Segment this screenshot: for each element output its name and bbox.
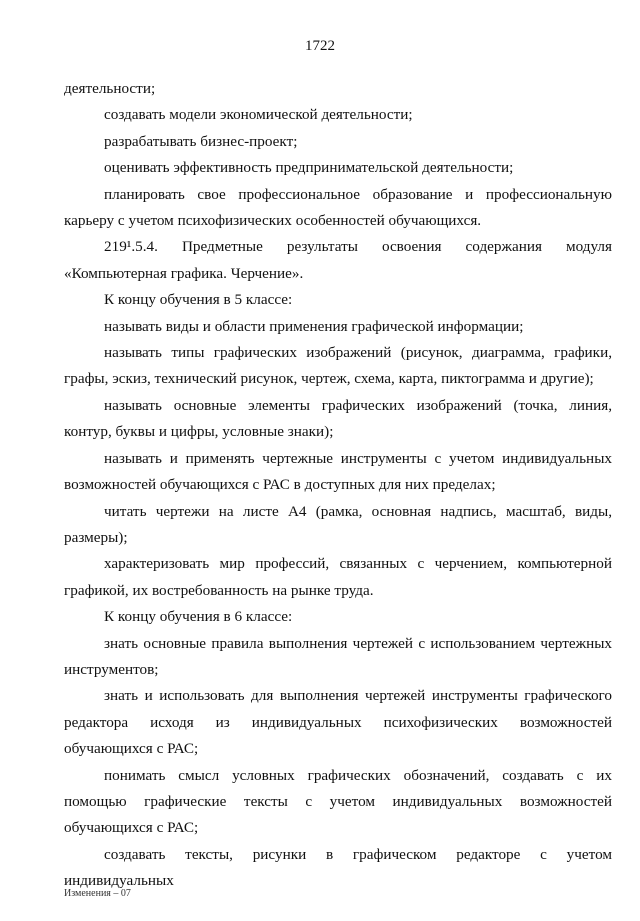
paragraph-17: понимать смысл условных графических обозначений, создавать с их помощью графические тексты с учетом индивидуальных возможностей обучающихся с РАС;	[64, 766, 612, 837]
paragraph-11: называть и применять чертежные инструменты с учетом индивидуальных возможностей обучающихся с РАС в доступных для них пределах;	[64, 449, 612, 494]
paragraph-14: К концу обучения в 6 классе:	[104, 608, 293, 626]
paragraph-5: планировать свое профессиональное образование и профессиональную карьеру с учетом психофизических особенностей обучающихся.	[64, 185, 612, 230]
paragraph-2: создавать модели экономической деятельности;	[104, 106, 413, 124]
paragraph-7: К концу обучения в 5 классе:	[104, 291, 293, 309]
paragraph-3: разрабатывать бизнес-проект;	[104, 132, 298, 150]
paragraph-10: называть основные элементы графических изображений (точка, линия, контур, буквы и цифры, условные знаки);	[64, 396, 612, 441]
paragraph-18: создавать тексты, рисунки в графическом редакторе с учетом индивидуальных	[64, 845, 612, 890]
paragraph-9: называть типы графических изображений (рисунок, диаграмма, графики, графы, эскиз, технический рисунок, чертеж, схема, карта, пиктограмма и другие);	[64, 344, 612, 388]
paragraph-16: знать и использовать для выполнения чертежей инструменты графического редактора исходя из индивидуальных психофизических возможностей обучающихся с РАС;	[64, 687, 612, 758]
paragraph-6: 219¹.5.4. Предметные результаты освоения содержания модуля «Компьютерная графика. Черчение».	[64, 238, 612, 282]
paragraph-13: характеризовать мир профессий, связанных с черчением, компьютерной графикой, их востребованность на рынке труда.	[64, 555, 612, 599]
page-number: 1722	[305, 38, 335, 54]
paragraph-8: называть виды и области применения графической информации;	[104, 317, 524, 335]
document-body	[64, 76, 612, 895]
footer-note: Изменения – 07	[64, 888, 131, 899]
paragraph-4: оценивать эффективность предпринимательской деятельности;	[104, 159, 514, 177]
paragraph-12: читать чертежи на листе А4 (рамка, основная надпись, масштаб, виды, размеры);	[64, 502, 612, 546]
paragraph-1: деятельности;	[64, 80, 156, 97]
paragraph-15: знать основные правила выполнения чертежей с использованием чертежных инструментов;	[64, 634, 612, 678]
